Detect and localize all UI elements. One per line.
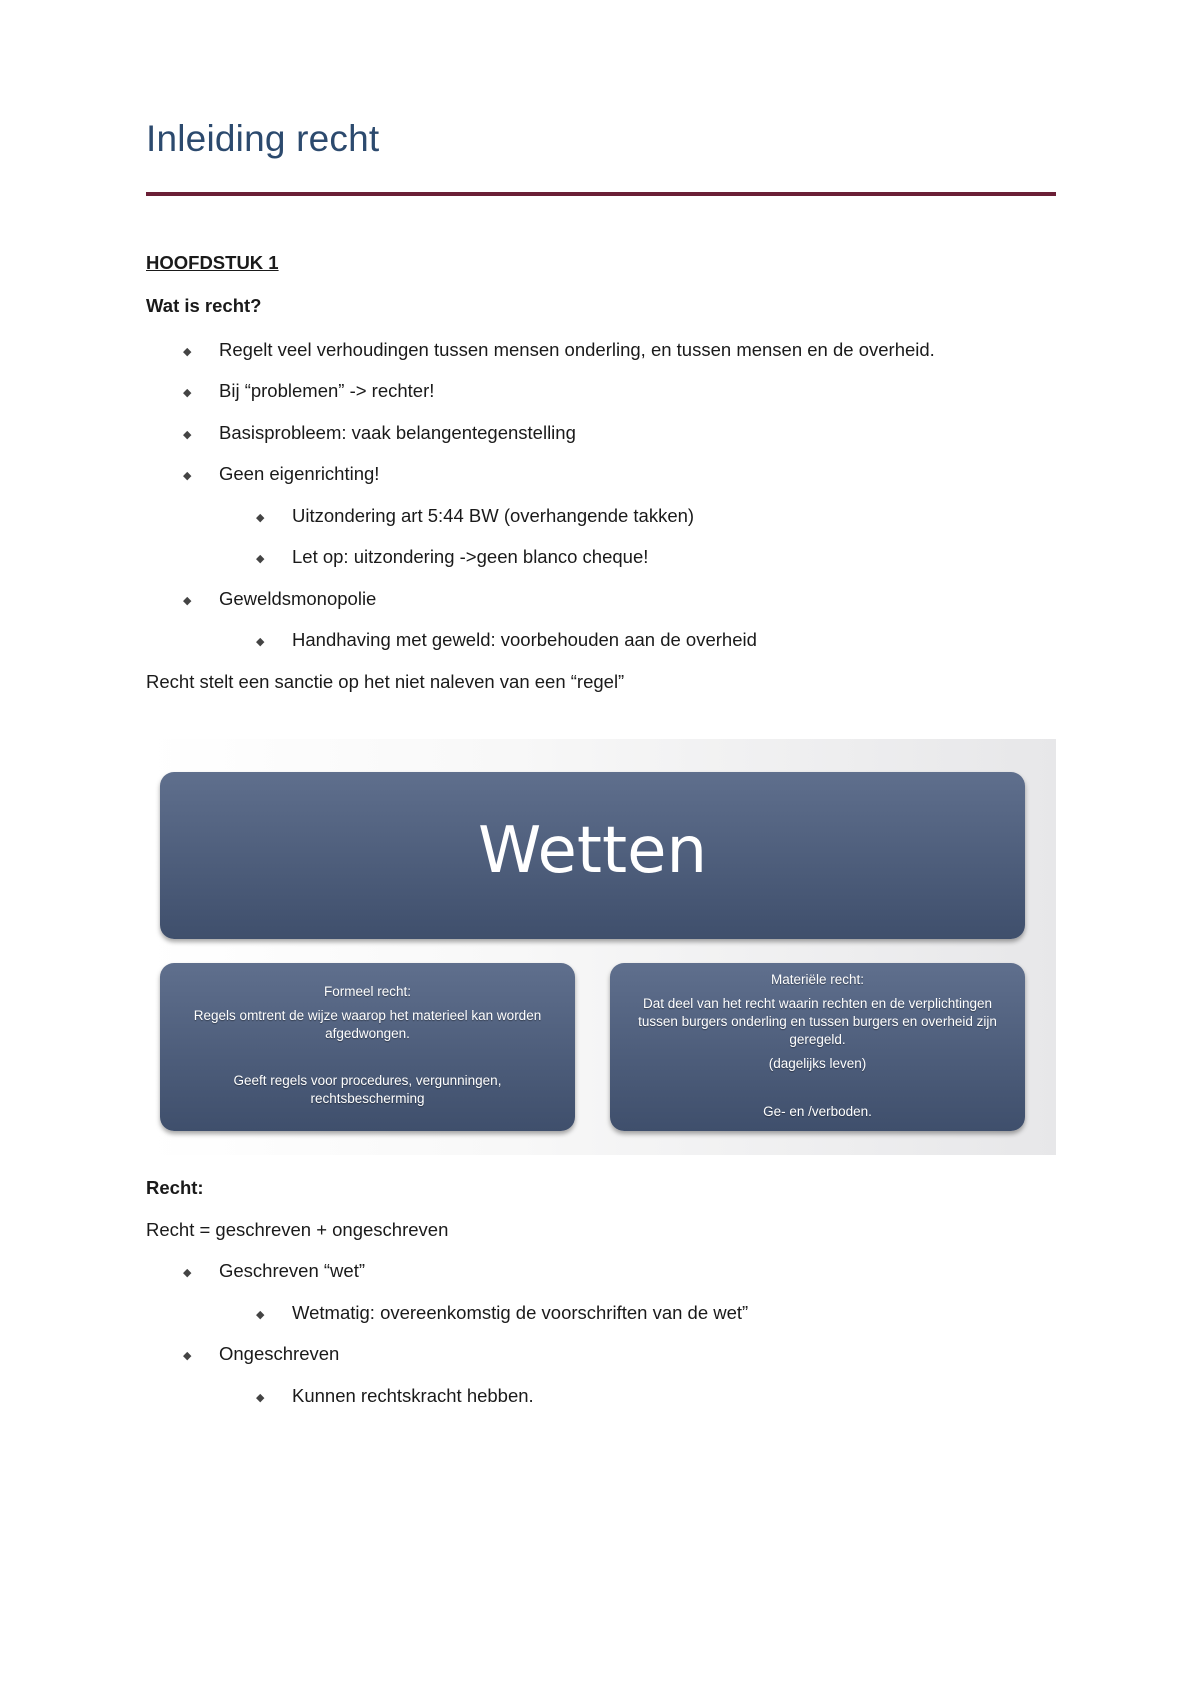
recht-heading: Recht: <box>146 1177 204 1198</box>
list-item: Geen eigenrichting! <box>219 463 380 484</box>
page-title: Inleiding recht <box>146 118 380 159</box>
formeel-heading: Formeel recht: <box>323 984 412 999</box>
bullet-icon: ◆ <box>256 1309 265 1321</box>
list-item: Handhaving met geweld: voorbehouden aan de overheid <box>292 629 757 650</box>
formeel-line: Geeft regels voor procedures, vergunningen, <box>233 1073 502 1088</box>
bullet-icon: ◆ <box>183 387 192 399</box>
materiele-line: tussen burgers onderling en tussen burgers en overheid zijn <box>638 1014 997 1029</box>
wetten-diagram <box>146 739 1056 1155</box>
list-item: Bij “problemen” -> rechter! <box>219 380 435 401</box>
bullet-icon: ◆ <box>183 1267 192 1279</box>
materiele-line: Ge- en /verboden. <box>763 1104 872 1119</box>
bullet-icon: ◆ <box>256 512 265 524</box>
chapter-heading: HOOFDSTUK 1 <box>146 252 279 273</box>
bullet-icon: ◆ <box>183 595 192 607</box>
list-item: Let op: uitzondering ->geen blanco cheque! <box>292 546 649 567</box>
bullet-icon: ◆ <box>183 429 192 441</box>
bullet-icon: ◆ <box>183 1350 192 1362</box>
list-item: Kunnen rechtskracht hebben. <box>292 1385 534 1406</box>
bullet-icon: ◆ <box>183 346 192 358</box>
list-item: Wetmatig: overeenkomstig de voorschriften van de wet” <box>292 1302 749 1323</box>
list-item: Geweldsmonopolie <box>219 588 377 609</box>
list-item: Ongeschreven <box>219 1343 340 1364</box>
sanction-paragraph: Recht stelt een sanctie op het niet naleven van een “regel” <box>146 671 625 692</box>
bullet-icon: ◆ <box>256 1392 265 1404</box>
bullet-icon: ◆ <box>183 470 192 482</box>
formeel-line: rechtsbescherming <box>310 1091 425 1106</box>
bullet-icon: ◆ <box>256 553 265 565</box>
recht-definition: Recht = geschreven + ongeschreven <box>146 1219 449 1240</box>
materiele-line: geregeld. <box>789 1032 846 1047</box>
materiele-line: Dat deel van het recht waarin rechten en de verplichtingen <box>643 996 992 1011</box>
wetten-label: Wetten <box>477 814 708 888</box>
list-item: Uitzondering art 5:44 BW (overhangende takken) <box>292 505 695 526</box>
section-question: Wat is recht? <box>146 295 262 316</box>
wetten-box <box>160 772 1025 939</box>
list-item: Basisprobleem: vaak belangentegenstelling <box>219 422 576 443</box>
title-divider <box>146 192 1056 196</box>
formeel-recht-box <box>160 963 575 1131</box>
materiele-line: (dagelijks leven) <box>768 1056 867 1071</box>
bullet-icon: ◆ <box>256 636 265 648</box>
materiele-recht-box <box>610 963 1025 1131</box>
formeel-line: Regels omtrent de wijze waarop het materieel kan worden <box>193 1008 542 1023</box>
list-item: Regelt veel verhoudingen tussen mensen onderling, en tussen mensen en de overheid. <box>219 339 935 360</box>
formeel-line: afgedwongen. <box>325 1026 410 1041</box>
materiele-heading: Materiële recht: <box>770 972 865 987</box>
list-item: Geschreven “wet” <box>219 1260 365 1281</box>
